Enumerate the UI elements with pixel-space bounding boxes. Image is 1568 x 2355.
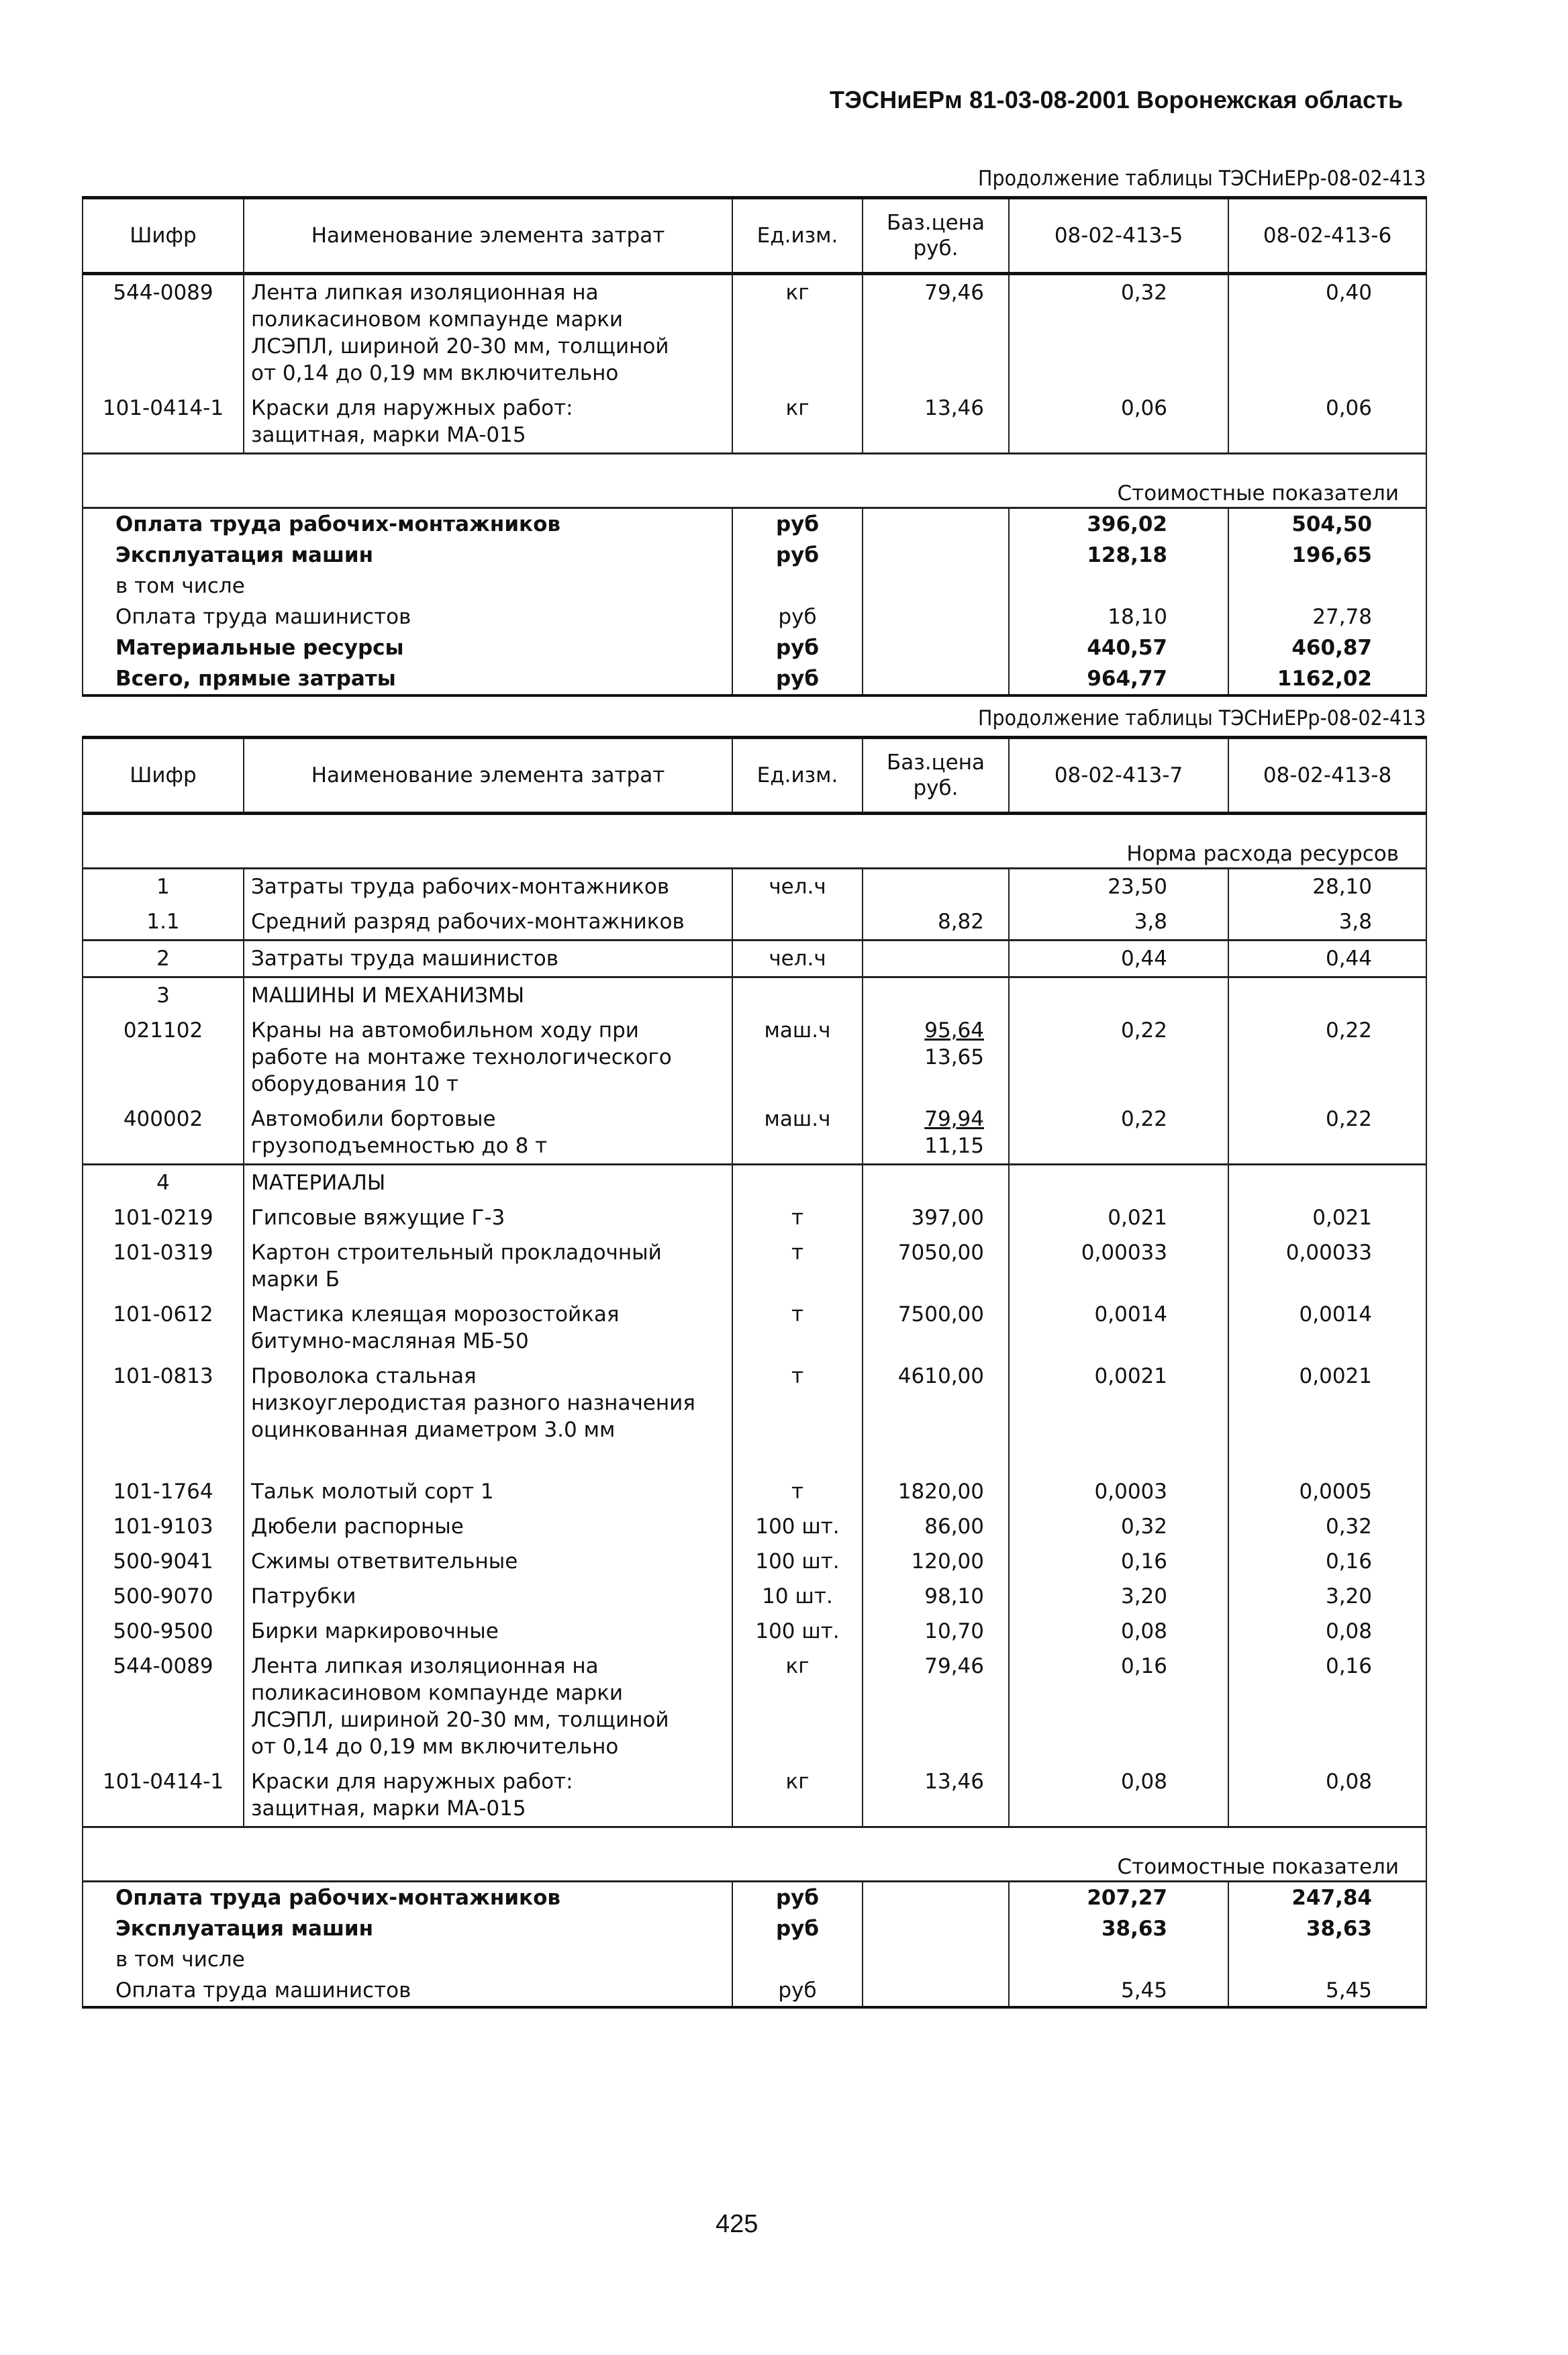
table-row <box>83 1614 1426 1649</box>
cost-price <box>863 1975 1009 2007</box>
price-cell <box>863 1013 1009 1102</box>
cost-row <box>83 540 1426 571</box>
value-b-cell: 0,16 <box>1228 1544 1426 1579</box>
cost-unit <box>732 1944 863 1975</box>
code-cell: 500-9041 <box>83 1544 244 1579</box>
price-cell: 10,70 <box>863 1614 1009 1649</box>
unit-cell: 10 шт. <box>732 1579 863 1614</box>
value-a-cell: 0,22 <box>1009 1013 1228 1102</box>
code-cell: 101-0414-1 <box>83 1764 244 1827</box>
code-cell: 101-0414-1 <box>83 391 244 454</box>
cost-row <box>83 571 1426 602</box>
price-cell <box>863 869 1009 905</box>
name-cell: Краски для наружных работ: защитная, марки МА-015 <box>244 1764 732 1827</box>
unit-cell: т <box>732 1474 863 1509</box>
value-b-cell: 3,20 <box>1228 1579 1426 1614</box>
unit-cell: 100 шт. <box>732 1509 863 1544</box>
table-row <box>83 1474 1426 1509</box>
value-a-cell: 3,8 <box>1009 904 1228 941</box>
group-code: 3 <box>83 977 244 1014</box>
value-a-cell: 0,00033 <box>1009 1235 1228 1297</box>
cost-value-b: 196,65 <box>1228 540 1426 571</box>
unit-cell: кг <box>732 391 863 454</box>
value-b-cell: 0,021 <box>1228 1200 1426 1235</box>
cost-value-b: 1162,02 <box>1228 663 1426 695</box>
cost-row <box>83 1944 1426 1975</box>
code-cell: 1.1 <box>83 904 244 941</box>
value-a-cell: 0,32 <box>1009 1509 1228 1544</box>
name-cell: Мастика клеящая морозостойкая битумно-масляная МБ-50 <box>244 1297 732 1359</box>
unit-cell: чел.ч <box>732 941 863 977</box>
cost-label: Оплата труда машинистов <box>83 1975 732 2007</box>
code-cell: 2 <box>83 941 244 977</box>
value-b-cell: 0,0021 <box>1228 1359 1426 1474</box>
unit-cell: 100 шт. <box>732 1614 863 1649</box>
price-cell: 1820,00 <box>863 1474 1009 1509</box>
cost-unit: руб <box>732 1913 863 1944</box>
cost-row <box>83 632 1426 663</box>
value-a-cell: 0,0021 <box>1009 1359 1228 1474</box>
value-b-cell: 0,00033 <box>1228 1235 1426 1297</box>
col-header-unit: Ед.изм. <box>732 198 863 274</box>
machinist-wage-price: 11,15 <box>924 1134 984 1158</box>
empty <box>1009 977 1228 1014</box>
value-a-cell: 0,021 <box>1009 1200 1228 1235</box>
cost-value-a: 38,63 <box>1009 1913 1228 1944</box>
table-row <box>83 1200 1426 1235</box>
cost-value-a: 396,02 <box>1009 508 1228 540</box>
cost-price <box>863 540 1009 571</box>
cost-section-header <box>83 1827 1426 1882</box>
name-cell: Гипсовые вяжущие Г-3 <box>244 1200 732 1235</box>
name-cell: Краски для наружных работ: защитная, марки МА-015 <box>244 391 732 454</box>
empty <box>1228 1165 1426 1201</box>
table1-header-row <box>83 198 1426 274</box>
cost-unit: руб <box>732 508 863 540</box>
price-cell: 86,00 <box>863 1509 1009 1544</box>
table-row <box>83 869 1426 905</box>
unit-cell: т <box>732 1200 863 1235</box>
value-b-cell: 0,08 <box>1228 1764 1426 1827</box>
machine-price-total: 95,64 <box>924 1018 984 1043</box>
cost-section-header <box>83 454 1426 508</box>
value-a-cell: 0,22 <box>1009 1102 1228 1165</box>
cost-unit: руб <box>732 1882 863 1914</box>
value-a-cell: 0,0003 <box>1009 1474 1228 1509</box>
col-header-code: Шифр <box>83 738 244 814</box>
table-row <box>83 1649 1426 1764</box>
empty <box>863 1165 1009 1201</box>
col-header-code: Шифр <box>83 198 244 274</box>
unit-cell: кг <box>732 274 863 391</box>
cost-unit: руб <box>732 1975 863 2007</box>
name-cell: Автомобили бортовые грузоподъемностью до 8 т <box>244 1102 732 1165</box>
machinist-wage-price: 13,65 <box>924 1045 984 1069</box>
cost-label: Всего, прямые затраты <box>83 663 732 695</box>
code-cell: 544-0089 <box>83 1649 244 1764</box>
cost-price <box>863 1913 1009 1944</box>
name-cell: Затраты труда машинистов <box>244 941 732 977</box>
price-cell: 79,46 <box>863 1649 1009 1764</box>
cost-value-a <box>1009 1944 1228 1975</box>
running-header: ТЭСНиЕРм 81-03-08-2001 Воронежская область <box>830 86 1404 113</box>
cost-label: Материальные ресурсы <box>83 632 732 663</box>
cost-value-a: 128,18 <box>1009 540 1228 571</box>
cost-unit: руб <box>732 632 863 663</box>
value-a-cell: 0,08 <box>1009 1614 1228 1649</box>
empty <box>1228 977 1426 1014</box>
cost-value-b: 27,78 <box>1228 602 1426 632</box>
code-cell: 101-9103 <box>83 1509 244 1544</box>
value-b-cell: 0,0014 <box>1228 1297 1426 1359</box>
table-row <box>83 1013 1426 1102</box>
cost-label: в том числе <box>83 571 732 602</box>
name-cell: Тальк молотый сорт 1 <box>244 1474 732 1509</box>
value-a-cell: 0,32 <box>1009 274 1228 391</box>
cost-label: Оплата труда рабочих-монтажников <box>83 1882 732 1914</box>
table-row <box>83 1544 1426 1579</box>
value-b-cell: 0,08 <box>1228 1614 1426 1649</box>
cost-value-a: 5,45 <box>1009 1975 1228 2007</box>
unit-cell: т <box>732 1297 863 1359</box>
unit-cell <box>732 904 863 941</box>
value-b-cell: 0,16 <box>1228 1649 1426 1764</box>
cost-unit: руб <box>732 663 863 695</box>
group-title: МАТЕРИАЛЫ <box>244 1165 732 1201</box>
price-cell: 7500,00 <box>863 1297 1009 1359</box>
table2-caption: Продолжение таблицы ТЭСНиЕРр-08-02-413 <box>977 706 1426 730</box>
name-cell: Затраты труда рабочих-монтажников <box>244 869 732 905</box>
cost-row <box>83 1882 1426 1914</box>
price-cell: 4610,00 <box>863 1359 1009 1474</box>
table-row <box>83 1359 1426 1474</box>
col-header-b: 08-02-413-8 <box>1228 738 1426 814</box>
code-cell: 500-9070 <box>83 1579 244 1614</box>
value-b-cell: 0,06 <box>1228 391 1426 454</box>
price-cell: 98,10 <box>863 1579 1009 1614</box>
value-b-cell: 0,32 <box>1228 1509 1426 1544</box>
group-code: 4 <box>83 1165 244 1201</box>
unit-cell: т <box>732 1359 863 1474</box>
norm-section-header <box>83 814 1426 869</box>
value-b-cell: 0,0005 <box>1228 1474 1426 1509</box>
value-a-cell: 0,44 <box>1009 941 1228 977</box>
unit-cell: маш.ч <box>732 1013 863 1102</box>
group-row <box>83 1165 1426 1201</box>
empty <box>732 1165 863 1201</box>
table-row <box>83 274 1426 391</box>
table1-caption: Продолжение таблицы ТЭСНиЕРр-08-02-413 <box>977 166 1426 191</box>
unit-cell: кг <box>732 1649 863 1764</box>
value-a-cell: 23,50 <box>1009 869 1228 905</box>
col-header-name: Наименование элемента затрат <box>244 738 732 814</box>
col-header-price: Баз.цена руб. <box>863 738 1009 814</box>
value-b-cell: 0,44 <box>1228 941 1426 977</box>
cost-unit: руб <box>732 540 863 571</box>
price-cell: 8,82 <box>863 904 1009 941</box>
name-cell: Патрубки <box>244 1579 732 1614</box>
col-header-a: 08-02-413-7 <box>1009 738 1228 814</box>
name-cell: Лента липкая изоляционная на поликасиновом компаунде марки ЛСЭПЛ, шириной 20-30 мм, толщиной от 0,14 до 0,19 мм включительно <box>244 1649 732 1764</box>
cost-value-a: 964,77 <box>1009 663 1228 695</box>
cost-value-b: 5,45 <box>1228 1975 1426 2007</box>
name-cell: Дюбели распорные <box>244 1509 732 1544</box>
table-row <box>83 1509 1426 1544</box>
value-b-cell: 3,8 <box>1228 904 1426 941</box>
cost-label: Оплата труда машинистов <box>83 602 732 632</box>
table-row <box>83 1764 1426 1827</box>
name-cell: Краны на автомобильном ходу при работе на монтаже технологического оборудования 10 т <box>244 1013 732 1102</box>
col-header-a: 08-02-413-5 <box>1009 198 1228 274</box>
col-header-price: Баз.цена руб. <box>863 198 1009 274</box>
value-b-cell: 0,22 <box>1228 1102 1426 1165</box>
section-label-cell: Стоимостные показатели <box>83 454 1426 508</box>
cost-value-a: 18,10 <box>1009 602 1228 632</box>
section-label-cell: Норма расхода ресурсов <box>83 814 1426 869</box>
code-cell: 101-1764 <box>83 1474 244 1509</box>
value-b-cell: 0,40 <box>1228 274 1426 391</box>
cost-price <box>863 663 1009 695</box>
table-row <box>83 1579 1426 1614</box>
value-a-cell: 0,0014 <box>1009 1297 1228 1359</box>
cost-row <box>83 508 1426 540</box>
unit-cell: 100 шт. <box>732 1544 863 1579</box>
unit-cell: т <box>732 1235 863 1297</box>
price-cell: 13,46 <box>863 1764 1009 1827</box>
code-cell: 101-0219 <box>83 1200 244 1235</box>
cost-price <box>863 1944 1009 1975</box>
col-header-name: Наименование элемента затрат <box>244 198 732 274</box>
cost-price <box>863 632 1009 663</box>
cost-label: Эксплуатация машин <box>83 1913 732 1944</box>
code-cell: 400002 <box>83 1102 244 1165</box>
section-label-cell: Стоимостные показатели <box>83 1827 1426 1882</box>
unit-cell: маш.ч <box>732 1102 863 1165</box>
name-cell: Проволока стальная низкоуглеродистая разного назначения оцинкованная диаметром 3.0 мм <box>244 1359 732 1474</box>
price-cell: 397,00 <box>863 1200 1009 1235</box>
unit-cell: кг <box>732 1764 863 1827</box>
table1 <box>82 196 1427 697</box>
value-b-cell: 28,10 <box>1228 869 1426 905</box>
table-row <box>83 1297 1426 1359</box>
cost-value-b: 460,87 <box>1228 632 1426 663</box>
cost-value-a <box>1009 571 1228 602</box>
code-cell: 101-0813 <box>83 1359 244 1474</box>
table-row <box>83 1235 1426 1297</box>
price-cell: 7050,00 <box>863 1235 1009 1297</box>
cost-value-a: 207,27 <box>1009 1882 1228 1914</box>
table-row <box>83 391 1426 454</box>
cost-row <box>83 602 1426 632</box>
code-cell: 544-0089 <box>83 274 244 391</box>
cost-row <box>83 1913 1426 1944</box>
value-a-cell: 0,16 <box>1009 1649 1228 1764</box>
code-cell: 1 <box>83 869 244 905</box>
cost-row <box>83 1975 1426 2007</box>
unit-cell: чел.ч <box>732 869 863 905</box>
cost-value-b: 38,63 <box>1228 1913 1426 1944</box>
table2-header-row <box>83 738 1426 814</box>
cost-price <box>863 1882 1009 1914</box>
name-cell: Картон строительный прокладочный марки Б <box>244 1235 732 1297</box>
price-cell <box>863 1102 1009 1165</box>
name-cell: Лента липкая изоляционная на поликасиновом компаунде марки ЛСЭПЛ, шириной 20-30 мм, толщиной от 0,14 до 0,19 мм включительно <box>244 274 732 391</box>
cost-value-b: 247,84 <box>1228 1882 1426 1914</box>
table-row <box>83 904 1426 941</box>
table-row <box>83 1102 1426 1165</box>
cost-value-a: 440,57 <box>1009 632 1228 663</box>
group-row <box>83 977 1426 1014</box>
page-number: 425 <box>716 2210 758 2238</box>
price-cell: 120,00 <box>863 1544 1009 1579</box>
empty <box>863 977 1009 1014</box>
value-a-cell: 3,20 <box>1009 1579 1228 1614</box>
code-cell: 021102 <box>83 1013 244 1102</box>
col-header-b: 08-02-413-6 <box>1228 198 1426 274</box>
name-cell: Средний разряд рабочих-монтажников <box>244 904 732 941</box>
value-b-cell: 0,22 <box>1228 1013 1426 1102</box>
cost-value-b <box>1228 571 1426 602</box>
cost-unit: руб <box>732 602 863 632</box>
machine-price-total: 79,94 <box>924 1107 984 1131</box>
empty <box>732 977 863 1014</box>
cost-value-b <box>1228 1944 1426 1975</box>
cost-unit <box>732 571 863 602</box>
cost-price <box>863 571 1009 602</box>
value-a-cell: 0,06 <box>1009 391 1228 454</box>
code-cell: 101-0612 <box>83 1297 244 1359</box>
empty <box>1009 1165 1228 1201</box>
price-cell: 13,46 <box>863 391 1009 454</box>
cost-label: Эксплуатация машин <box>83 540 732 571</box>
price-cell: 79,46 <box>863 274 1009 391</box>
cost-price <box>863 508 1009 540</box>
cost-label: в том числе <box>83 1944 732 1975</box>
value-a-cell: 0,08 <box>1009 1764 1228 1827</box>
code-cell: 101-0319 <box>83 1235 244 1297</box>
table2 <box>82 736 1427 2009</box>
value-a-cell: 0,16 <box>1009 1544 1228 1579</box>
table-row <box>83 941 1426 977</box>
group-title: МАШИНЫ И МЕХАНИЗМЫ <box>244 977 732 1014</box>
name-cell: Бирки маркировочные <box>244 1614 732 1649</box>
price-cell <box>863 941 1009 977</box>
cost-row <box>83 663 1426 695</box>
cost-price <box>863 602 1009 632</box>
col-header-unit: Ед.изм. <box>732 738 863 814</box>
name-cell: Сжимы ответвительные <box>244 1544 732 1579</box>
code-cell: 500-9500 <box>83 1614 244 1649</box>
cost-value-b: 504,50 <box>1228 508 1426 540</box>
cost-label: Оплата труда рабочих-монтажников <box>83 508 732 540</box>
